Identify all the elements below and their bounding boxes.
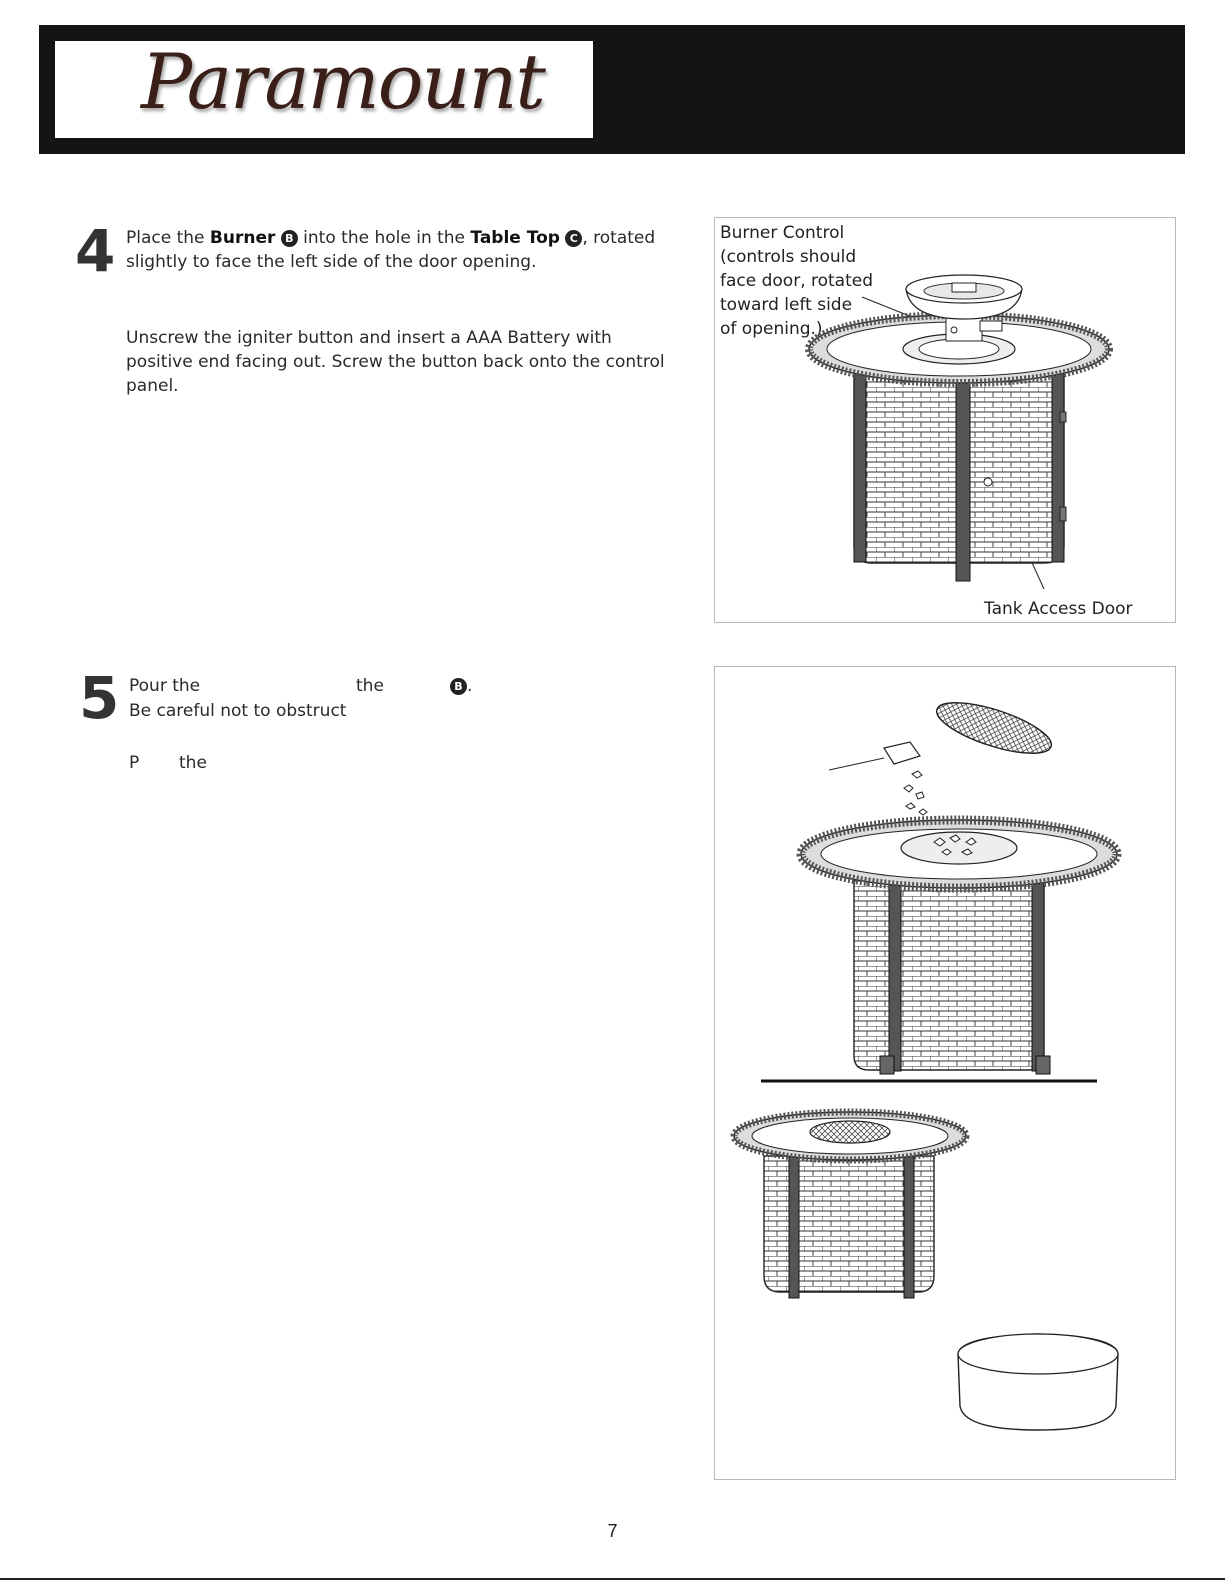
step-5-number: 5 <box>79 664 120 732</box>
fire-table-lava-rock-illustration <box>714 666 1174 1478</box>
step-4-line-2: slightly to face the left side of the door opening. <box>126 252 537 272</box>
part-c-badge: C <box>565 230 582 247</box>
logo-box <box>55 37 593 138</box>
step-5-frag-careful: Be careful not to obstruct <box>129 701 347 721</box>
page-number: 7 <box>607 1521 618 1541</box>
step-5-frag-pour: Pour the <box>129 676 201 696</box>
step-4-battery-text: Unscrew the igniter button and insert a AAA Battery with positive end facing out. Screw the button back onto the control panel. <box>126 328 665 396</box>
brand-logo: Paramount <box>141 37 544 126</box>
fire-table-burner-illustration <box>714 217 1174 621</box>
bottom-rule <box>0 1578 1225 1580</box>
burner-control-callout: Burner Control (controls should face door, rotated toward left side of opening.) <box>720 223 874 339</box>
step-4-line-1: Place the Burner B into the hole in the Table Top C , rotated <box>126 228 656 248</box>
step-4-text <box>126 226 686 274</box>
step-4-number: 4 <box>75 217 116 285</box>
step-5-frag-b: B . <box>450 674 472 698</box>
step-5-frag-the: the <box>356 676 384 696</box>
step-5-frag-the-2: the <box>179 753 207 773</box>
step-5-frag-p: P <box>129 753 140 773</box>
part-b-badge: B <box>450 678 467 695</box>
tank-access-door-callout: Tank Access Door <box>984 599 1133 619</box>
part-b-badge: B <box>281 230 298 247</box>
